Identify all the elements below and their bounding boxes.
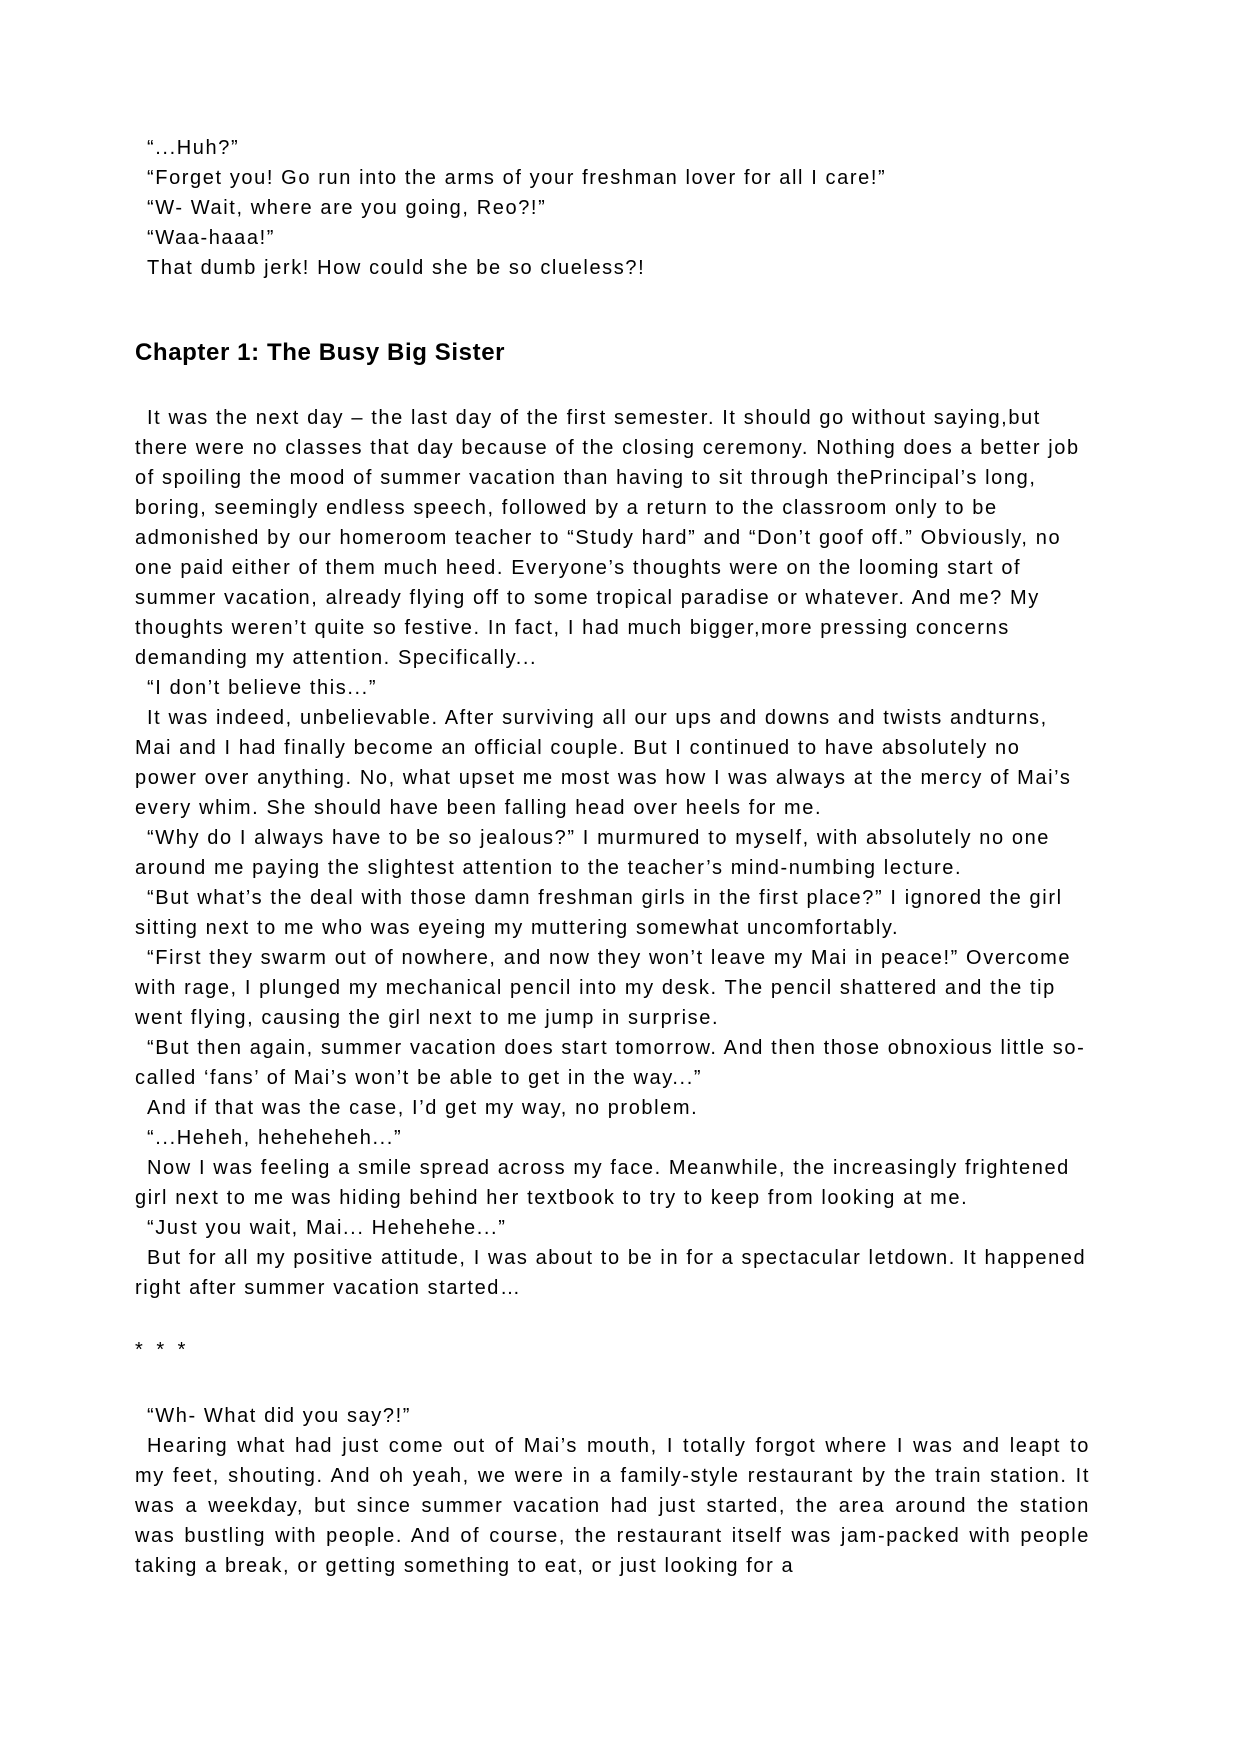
chapter-body-section-1 — [135, 403, 1090, 1303]
dialogue-paragraph: “Just you wait, Mai... Hehehehe...” — [147, 1217, 507, 1239]
dialogue-paragraph: “But what’s the deal with those damn freshman girls in the first place?” I ignored the girl sitting next to me who was eyeing my muttering somewhat uncomfortably. — [135, 887, 1063, 939]
narration-line: That dumb jerk! How could she be so clueless?! — [147, 257, 646, 279]
dialogue-line: “Waa-haaa!” — [147, 227, 276, 249]
dialogue-paragraph: “Why do I always have to be so jealous?” I murmured to myself, with absolutely no one around me paying the slightest attention to the teacher’s mind-numbing lecture. — [135, 827, 1051, 879]
dialogue-paragraph: “But then again, summer vacation does start tomorrow. And then those obnoxious little so-called ‘fans’ of Mai’s won’t be able to get in the way...” — [135, 1037, 1086, 1089]
paragraph: It was indeed, unbelievable. After surviving all our ups and downs and twists andturns, Mai and I had finally become an official couple. But I continued to have absolutely no power over anything. No, what upset me most was how I was always at the mercy of Mai’s every whim. She should have been falling head over heels for me. — [135, 707, 1072, 819]
dialogue-line: “Forget you! Go run into the arms of your freshman lover for all I care!” — [147, 167, 887, 189]
dialogue-paragraph: “...Heheh, heheheheh...” — [147, 1127, 403, 1149]
paragraph: Hearing what had just come out of Mai’s mouth, I totally forgot where I was and leapt to my feet, shouting. And oh yeah, we were in a family-style restaurant by the train station. It was a weekday, but since summer vacation had just started, the area around the station was bustling with people. And of course, the restaurant itself was jam-packed with people taking a break, or getting something to eat, or just looking for a — [135, 1435, 1090, 1577]
paragraph: And if that was the case, I’d get my way, no problem. — [147, 1097, 699, 1119]
chapter-body-section-2 — [135, 1401, 1090, 1581]
dialogue-line: “...Huh?” — [147, 137, 240, 159]
paragraph: It was the next day – the last day of the first semester. It should go without saying,but there were no classes that day because of the closing ceremony. Nothing does a better job of spoiling the mood of summer vacation than having to sit through thePrincipal’s long, boring, seemingly endless speech, followed by a return to the classroom only to be admonished by our homeroom teacher to “Study hard” and “Don’t goof off.” Obviously, no one paid either of them much heed. Everyone’s thoughts were on the looming start of summer vacation, already flying off to some tropical paradise or whatever. And me? My thoughts weren’t quite so festive. In fact, I had much bigger,more pressing concerns demanding my attention. Specifically... — [135, 407, 1080, 669]
opening-dialogue-block — [135, 133, 1090, 283]
dialogue-line: “W- Wait, where are you going, Reo?!” — [147, 197, 547, 219]
chapter-heading: Chapter 1: The Busy Big Sister — [135, 339, 506, 366]
paragraph: But for all my positive attitude, I was about to be in for a spectacular letdown. It happened right after summer vacation started… — [135, 1247, 1087, 1299]
dialogue-paragraph: “Wh- What did you say?!” — [147, 1405, 412, 1427]
dialogue-paragraph: “First they swarm out of nowhere, and now they won’t leave my Mai in peace!” Overcome with rage, I plunged my mechanical pencil into my desk. The pencil shattered and the tip went flying, causing the girl next to me jump in surprise. — [135, 947, 1072, 1029]
scene-separator: * * * — [135, 1339, 190, 1361]
paragraph: Now I was feeling a smile spread across my face. Meanwhile, the increasingly frightened girl next to me was hiding behind her textbook to try to keep from looking at me. — [135, 1157, 1070, 1209]
dialogue-paragraph: “I don’t believe this...” — [147, 677, 378, 699]
